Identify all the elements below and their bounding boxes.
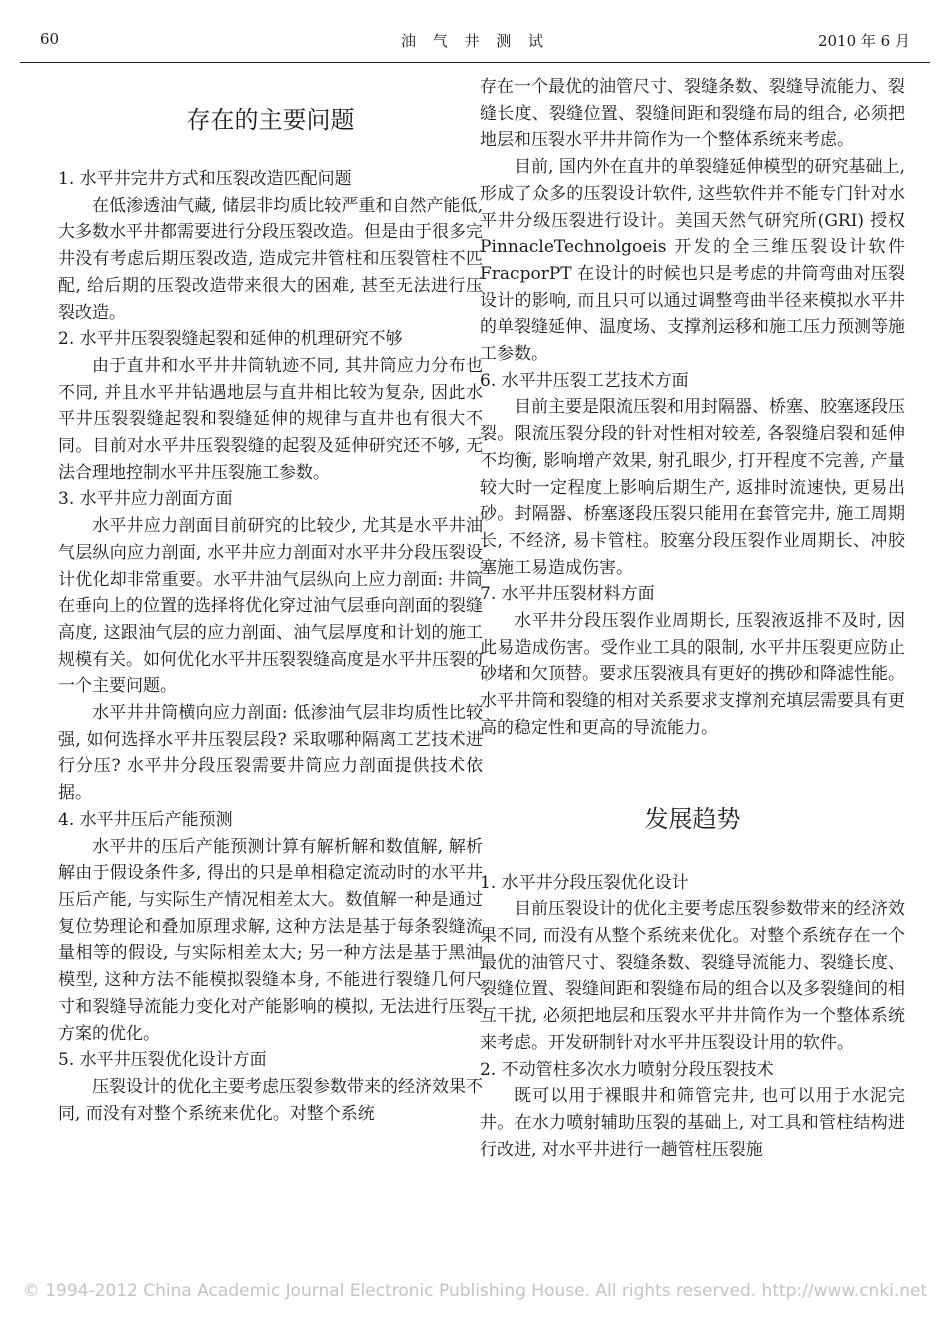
page-header <box>20 24 930 54</box>
subsection-title-2: 2. 水平井压裂裂缝起裂和延伸的机理研究不够 <box>58 329 403 350</box>
paragraph: 水平井分段压裂作业周期长, 压裂液返排不及时, 因此易造成伤害。受作业工具的限制, 水平井压裂更应防止砂堵和欠顶替。要求压裂液具有更好的携砂和降滤性能。水平井筒和裂缝的相对关系要求支撑剂充填层需要具有更高的稳定性和更高的导流能力。 <box>480 611 905 738</box>
subsection-title-4: 4. 水平井压后产能预测 <box>58 809 233 830</box>
right-column <box>480 74 905 1163</box>
paragraph: 目前压裂设计的优化主要考虑压裂参数带来的经济效果不同, 而没有从整个系统来优化。对整个系统存在一个最优的油管尺寸、裂缝条数、裂缝导流能力、裂缝长度、裂缝位置、裂缝间距和裂缝布局的组合以及多裂缝间的相互干扰, 必须把地层和压裂水平井井筒作为一个整体系统来考虑。开发研制针对水平井压裂设计用的软件。 <box>480 899 905 1053</box>
paragraph-continued: 存在一个最优的油管尺寸、裂缝条数、裂缝导流能力、裂缝长度、裂缝位置、裂缝间距和裂缝布局的组合, 必须把地层和压裂水平井井筒作为一个整体系统来考虑。 <box>480 77 905 151</box>
subsection-title-3: 3. 水平井应力剖面方面 <box>58 489 233 510</box>
page-number: 60 <box>40 30 60 48</box>
paragraph: 既可以用于裸眼井和筛管完井, 也可以用于水泥完井。在水力喷射辅助压裂的基础上, 对工具和管柱结构进行改进, 对水平井进行一趟管柱压裂施 <box>480 1086 905 1160</box>
left-column <box>58 74 483 1127</box>
paragraph: 目前, 国内外在直井的单裂缝延伸模型的研究基础上, 形成了众多的压裂设计软件, 这些软件并不能专门针对水平井分级压裂进行设计。美国天然气研究所(GRI) 授权 PinnacleTechnolgoeis 开发的全三维压裂设计软件 FracporPT 在设计的时候也只是考虑的井筒弯曲对压裂设计的影响, 而且只可以通过调整弯曲半径来模拟水平井的单裂缝延伸、温度场、支撑剂运移和施工压力预测等施工参数。 <box>480 157 905 365</box>
paragraph: 由于直井和水平井井筒轨迹不同, 其井筒应力分布也不同, 并且水平井钻遇地层与直井相比较为复杂, 因此水平井压裂裂缝起裂和裂缝延伸的规律与直井也有很大不同。目前对水平井压裂裂缝的起裂及延伸研究还不够, 无法合理地控制水平井压裂施工参数。 <box>58 355 483 483</box>
subsection-title-5: 5. 水平井压裂优化设计方面 <box>58 1050 267 1071</box>
subsection-title-7: 7. 水平井压裂材料方面 <box>480 584 655 605</box>
issue-date: 2010 年 6 月 <box>817 32 910 50</box>
paragraph: 水平井井筒横向应力剖面: 低渗油气层非均质性比较强, 如何选择水平井压裂层段? 采取哪种隔离工艺技术进行分压? 水平井分段压裂需要井筒应力剖面提供技术依据。 <box>58 703 483 804</box>
trend-title-2: 2. 不动管柱多次水力喷射分段压裂技术 <box>480 1059 774 1080</box>
paragraph: 压裂设计的优化主要考虑压裂参数带来的经济效果不同, 而没有对整个系统来优化。对整个系统 <box>58 1076 483 1124</box>
paragraph: 水平井应力剖面目前研究的比较少, 尤其是水平井油气层纵向应力剖面, 水平井应力剖面对水平井分段压裂设计优化却非常重要。水平井油气层纵向上应力剖面: 井筒在垂向上的位置的选择将优化穿过油气层垂向剖面的裂缝高度, 这跟油气层的应力剖面、油气层厚度和计划的施工规模有关。如何优化水平井压裂裂缝高度是水平井压裂的一个主要问题。 <box>58 516 483 697</box>
subsection-title-6: 6. 水平井压裂工艺技术方面 <box>480 370 689 391</box>
paragraph: 水平井的压后产能预测计算有解析解和数值解, 解析解由于假设条件多, 得出的只是单相稳定流动时的水平井压后产能, 与实际生产情况相差太大。数值解一种是通过复位势理论和叠加原理求解, 这种方法是基于每条裂缝流量相等的假设, 与实际相差太大; 另一种方法是基于黑油模型, 这种方法不能模拟裂缝本身, 不能进行裂缝几何尺寸和裂缝导流能力变化对产能影响的模拟, 无法进行压裂方案的优化。 <box>58 836 483 1044</box>
copyright-watermark: © 1994-2012 China Academic Journal Electronic Publishing House. All rights reserved. http://www.cnki.net <box>22 1281 928 1301</box>
section-heading-trends: 发展趋势 <box>644 804 741 833</box>
paragraph: 在低渗透油气藏, 储层非均质比较严重和自然产能低, 大多数水平井都需要进行分段压裂改造。但是由于很多完井没有考虑后期压裂改造, 造成完井管柱和压裂管柱不匹配, 给后期的压裂改造带来很大的困难, 甚至无法进行压裂改造。 <box>58 195 483 323</box>
journal-name: 油 气 井 测 试 <box>400 32 550 50</box>
section-heading-problems: 存在的主要问题 <box>186 106 355 134</box>
paragraph: 目前主要是限流压裂和用封隔器、桥塞、胶塞逐段压裂。限流压裂分段的针对性相对较差, 各裂缝启裂和延伸不均衡, 影响增产效果, 射孔眼少, 打开程度不完善, 产量较大时一定程度上影响后期生产, 返排时流速快, 更易出砂。封隔器、桥塞逐段压裂只能用在套管完井, 施工周期长, 不经济, 易卡管柱。胶塞分段压裂作业周期长、冲胶塞施工易造成伤害。 <box>480 397 905 578</box>
header-rule <box>20 62 930 63</box>
subsection-title-1: 1. 水平井完井方式和压裂改造匹配问题 <box>58 169 352 189</box>
trend-title-1: 1. 水平井分段压裂优化设计 <box>480 872 689 893</box>
